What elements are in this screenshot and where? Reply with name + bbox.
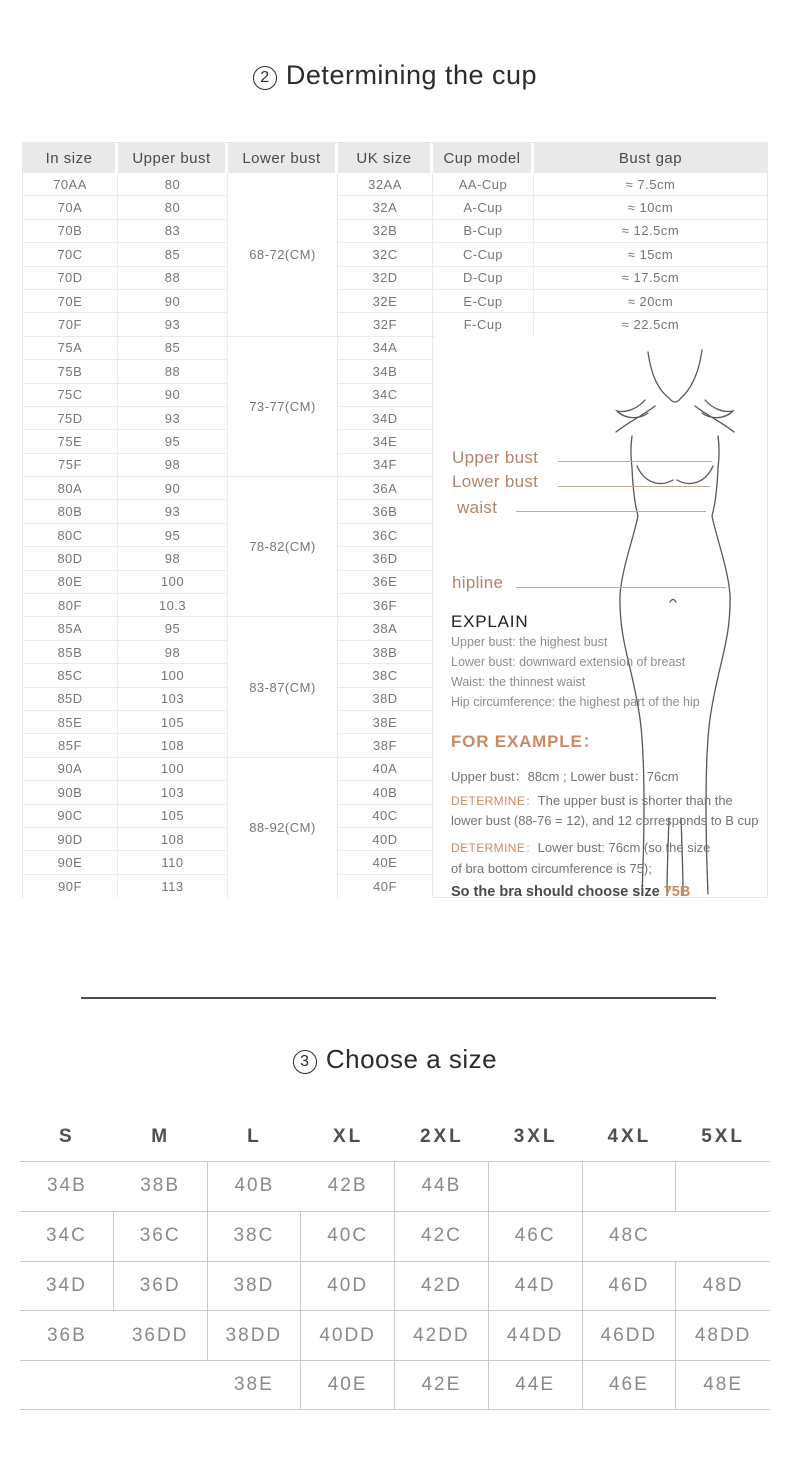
size-column-header: 5XL — [701, 1126, 746, 1147]
cup-table-cell: 113 — [118, 875, 228, 898]
cup-table-header-cell: Cup model — [433, 143, 534, 173]
size-cell: 44D — [489, 1261, 583, 1311]
section-divider — [81, 997, 716, 999]
cup-table-cell: ≈ 15cm — [534, 243, 767, 266]
size-cell: 40DD — [301, 1310, 395, 1360]
cup-table-cell: 36F — [338, 594, 433, 617]
cup-table-cell: 36C — [338, 524, 433, 547]
size-cell-empty — [676, 1161, 770, 1211]
hipline-leader-line — [516, 587, 726, 588]
cup-table-cell: 40B — [338, 781, 433, 804]
determine-1 — [451, 791, 759, 811]
cup-table-cell: 73-77(CM) — [228, 337, 338, 477]
cup-table-cell: 34B — [338, 360, 433, 383]
size-cell: 44E — [489, 1360, 583, 1410]
cup-table-cell: ≈ 20cm — [534, 290, 767, 313]
cup-table-cell: 34E — [338, 430, 433, 453]
cup-table-cell: 32F — [338, 313, 433, 336]
cup-table-cell: 95 — [118, 617, 228, 640]
cup-table-cell: 103 — [118, 688, 228, 711]
cup-table-cell: 10.3 — [118, 594, 228, 617]
cup-table-cell: 38E — [338, 711, 433, 734]
cup-table-cell: F-Cup — [433, 313, 534, 336]
cup-table-header-cell: In size — [23, 143, 118, 173]
explain-column — [451, 612, 759, 900]
cup-table-cell: 34A — [338, 337, 433, 360]
cup-table-cell: 108 — [118, 828, 228, 851]
cup-table-cell: 80B — [23, 500, 118, 523]
cup-table-cell: 70F — [23, 313, 118, 336]
size-cell: 38DD — [208, 1310, 302, 1360]
cup-table-header-cell: UK size — [338, 143, 433, 173]
explain-line: Lower bust: downward extension of breast — [451, 655, 686, 669]
size-cell: 34D — [20, 1261, 114, 1311]
cup-table-cell: D-Cup — [433, 267, 534, 290]
upper-bust-label: Upper bust — [452, 448, 539, 467]
cup-table-cell: Bust gap — [534, 143, 767, 173]
cup-table-cell: 34F — [338, 454, 433, 477]
example-measurements: Upper bust：88cm ; Lower bust：76cm — [451, 769, 679, 784]
cup-table-cell: 80E — [23, 571, 118, 594]
cup-table-cell: 70C — [23, 243, 118, 266]
cup-table-cell: 93 — [118, 500, 228, 523]
cup-table-cell: 80A — [23, 477, 118, 500]
cup-table-cell: 70B — [23, 220, 118, 243]
size-cell: 38D — [208, 1261, 302, 1311]
cup-table-cell: 88 — [118, 267, 228, 290]
cup-table-cell: 40A — [338, 758, 433, 781]
cup-table-cell: 80 — [118, 196, 228, 219]
body-measurement-diagram — [435, 336, 767, 900]
size-cell: 46DD — [583, 1310, 677, 1360]
determine-1-text: The upper bust is shorter than the — [537, 793, 733, 808]
size-chart-table — [20, 1113, 770, 1410]
cup-table-cell: 75F — [23, 454, 118, 477]
cup-table-cell: 75E — [23, 430, 118, 453]
cup-table-cell: 32AA — [338, 173, 433, 196]
size-cell: 40D — [301, 1261, 395, 1311]
lower-bust-leader-line — [558, 486, 710, 487]
size-cell: 46D — [583, 1261, 677, 1311]
section3-title — [0, 1044, 790, 1075]
cup-table-cell: 100 — [118, 664, 228, 687]
waist-label: waist — [457, 498, 498, 517]
cup-table-cell: 105 — [118, 805, 228, 828]
cup-table-cell: 38A — [338, 617, 433, 640]
cup-table-cell: 80 — [118, 173, 228, 196]
cup-table-cell: 70AA — [23, 173, 118, 196]
cup-table-cell: 70A — [23, 196, 118, 219]
cup-table-cell: 78-82(CM) — [228, 477, 338, 617]
cup-table-cell: 98 — [118, 547, 228, 570]
cup-table-cell: 32C — [338, 243, 433, 266]
lower-bust-label: Lower bust — [452, 472, 539, 491]
cup-table-cell: 40F — [338, 875, 433, 898]
cup-table-cell: 36A — [338, 477, 433, 500]
size-column-header: 2XL — [419, 1126, 464, 1147]
size-cell: 48E — [676, 1360, 770, 1410]
cup-table-cell: 85D — [23, 688, 118, 711]
size-cell: 44B — [395, 1161, 489, 1211]
cup-table-header-cell: Upper bust — [118, 143, 228, 173]
cup-table-cell: 85C — [23, 664, 118, 687]
cup-table-cell: 88 — [118, 360, 228, 383]
cup-table-cell: 90F — [23, 875, 118, 898]
cup-table-cell: 110 — [118, 851, 228, 874]
cup-table-cell: 93 — [118, 407, 228, 430]
explain-line: Waist: the thinnest waist — [451, 675, 586, 689]
section3-title-text: Choose a size — [325, 1044, 498, 1074]
size-cell: 42DD — [395, 1310, 489, 1360]
cup-table-cell: 95 — [118, 430, 228, 453]
size-cell: 44DD — [489, 1310, 583, 1360]
size-cell: 38B — [114, 1161, 208, 1211]
size-column-header: L — [247, 1126, 262, 1147]
cup-table-cell: ≈ 17.5cm — [534, 267, 767, 290]
cup-table-cell: 85 — [118, 337, 228, 360]
determine-2-continued: of bra bottom circumference is 75); — [451, 861, 652, 876]
size-cell: 48D — [676, 1261, 770, 1311]
size-cell: 40E — [301, 1360, 395, 1410]
determine-label: DETERMINE： — [451, 841, 538, 855]
section2-title — [0, 60, 790, 91]
cup-table-cell: 103 — [118, 781, 228, 804]
size-cell: 38E — [208, 1360, 302, 1410]
cup-table-cell: 75A — [23, 337, 118, 360]
hipline-label: hipline — [452, 573, 504, 592]
cup-table-cell: 32B — [338, 220, 433, 243]
size-cell: 38C — [208, 1211, 302, 1261]
cup-table-cell: 105 — [118, 711, 228, 734]
size-conclusion — [451, 884, 759, 900]
cup-table-cell: ≈ 12.5cm — [534, 220, 767, 243]
circled-3-badge: 3 — [293, 1050, 317, 1074]
cup-table-cell: 34D — [338, 407, 433, 430]
size-column-header: XL — [332, 1126, 364, 1147]
cup-table-cell: 83 — [118, 220, 228, 243]
cup-table-cell: 90 — [118, 290, 228, 313]
cup-table-cell: 98 — [118, 454, 228, 477]
cup-table-cell: 90 — [118, 384, 228, 407]
size-cell: 42B — [301, 1161, 395, 1211]
determine-label: DETERMINE： — [451, 794, 538, 808]
size-cell-empty — [20, 1360, 114, 1410]
recommended-size: 75B — [663, 884, 691, 900]
cup-table-cell: 75D — [23, 407, 118, 430]
cup-table-cell: 88-92(CM) — [228, 758, 338, 898]
size-cell-empty — [583, 1161, 677, 1211]
cup-table-cell: 40D — [338, 828, 433, 851]
cup-table-cell: 38B — [338, 641, 433, 664]
cup-table-cell: 85E — [23, 711, 118, 734]
cup-table-cell: 93 — [118, 313, 228, 336]
size-cell-empty — [676, 1211, 770, 1261]
cup-table-cell: ≈ 7.5cm — [534, 173, 767, 196]
size-cell: 48DD — [676, 1310, 770, 1360]
cup-table-cell: 90E — [23, 851, 118, 874]
cup-table-cell: ≈ 10cm — [534, 196, 767, 219]
cup-table-cell: 40E — [338, 851, 433, 874]
cup-table-cell: 34C — [338, 384, 433, 407]
cup-table-cell: 38D — [338, 688, 433, 711]
size-column-header: S — [59, 1126, 75, 1147]
cup-table-cell: B-Cup — [433, 220, 534, 243]
upper-bust-leader-line — [558, 461, 712, 462]
cup-table-cell: 85B — [23, 641, 118, 664]
size-column-header: 3XL — [513, 1126, 558, 1147]
cup-table-cell: 38C — [338, 664, 433, 687]
size-cell: 42C — [395, 1211, 489, 1261]
cup-table-cell: 90A — [23, 758, 118, 781]
cup-table-cell: C-Cup — [433, 243, 534, 266]
size-cell: 40C — [301, 1211, 395, 1261]
cup-table-cell: 36E — [338, 571, 433, 594]
cup-table-cell: A-Cup — [433, 196, 534, 219]
determine-2 — [451, 838, 759, 858]
size-cell: 36C — [114, 1211, 208, 1261]
cup-table-cell: E-Cup — [433, 290, 534, 313]
size-cell: 36DD — [114, 1310, 208, 1360]
size-cell: 40B — [208, 1161, 302, 1211]
size-cell: 42E — [395, 1360, 489, 1410]
size-cell-empty — [489, 1161, 583, 1211]
size-cell: 46C — [489, 1211, 583, 1261]
cup-table-cell: ≈ 22.5cm — [534, 313, 767, 336]
cup-table-cell: 90D — [23, 828, 118, 851]
cup-table-cell: 100 — [118, 758, 228, 781]
cup-table-cell: 38F — [338, 734, 433, 757]
size-cell: 34B — [20, 1161, 114, 1211]
section2-title-text: Determining the cup — [285, 60, 538, 90]
cup-table-cell: 80D — [23, 547, 118, 570]
cup-table-cell: 32E — [338, 290, 433, 313]
determine-1-continued: lower bust (88-76 = 12), and 12 corresponds to B cup — [451, 813, 759, 828]
cup-table-cell: 95 — [118, 524, 228, 547]
size-column-header: 4XL — [607, 1126, 652, 1147]
explain-line: Upper bust: the highest bust — [451, 635, 608, 649]
size-cell: 34C — [20, 1211, 114, 1261]
cup-table-cell: 85A — [23, 617, 118, 640]
cup-table-cell: 36B — [338, 500, 433, 523]
size-cell: 46E — [583, 1360, 677, 1410]
size-cell: 36B — [20, 1310, 114, 1360]
cup-table-cell: 80C — [23, 524, 118, 547]
cup-table-cell: 98 — [118, 641, 228, 664]
size-cell: 48C — [583, 1211, 677, 1261]
cup-table-cell: 75B — [23, 360, 118, 383]
waist-leader-line — [516, 511, 706, 512]
cup-table-cell: 108 — [118, 734, 228, 757]
cup-table-cell: 80F — [23, 594, 118, 617]
cup-table-cell: 90C — [23, 805, 118, 828]
cup-table-cell: 32D — [338, 267, 433, 290]
size-cell-empty — [114, 1360, 208, 1410]
cup-table-cell: 68-72(CM) — [228, 173, 338, 337]
size-cell: 36D — [114, 1261, 208, 1311]
cup-table-cell: 32A — [338, 196, 433, 219]
cup-table-cell: 90B — [23, 781, 118, 804]
cup-table-cell: 70D — [23, 267, 118, 290]
size-cell: 42D — [395, 1261, 489, 1311]
cup-table-header-cell: Lower bust — [228, 143, 338, 173]
for-example-heading: FOR EXAMPLE： — [451, 732, 601, 751]
cup-table-cell: 36D — [338, 547, 433, 570]
cup-table-cell: 70E — [23, 290, 118, 313]
explain-heading: EXPLAIN — [451, 612, 529, 631]
explain-line: Hip circumference: the highest part of the hip — [451, 695, 700, 709]
cup-table-cell: 90 — [118, 477, 228, 500]
cup-table-cell: 85F — [23, 734, 118, 757]
determine-2-text: Lower bust: 76cm (so the size — [537, 840, 711, 855]
cup-table-cell: AA-Cup — [433, 173, 534, 196]
cup-table-cell: 85 — [118, 243, 228, 266]
cup-table-cell: 83-87(CM) — [228, 617, 338, 757]
size-column-header: M — [151, 1126, 171, 1147]
circled-2-badge: 2 — [253, 66, 277, 90]
cup-table-cell: 40C — [338, 805, 433, 828]
conclusion-text: So the bra should choose size — [451, 884, 664, 900]
cup-table-cell: 75C — [23, 384, 118, 407]
cup-table-cell: 100 — [118, 571, 228, 594]
